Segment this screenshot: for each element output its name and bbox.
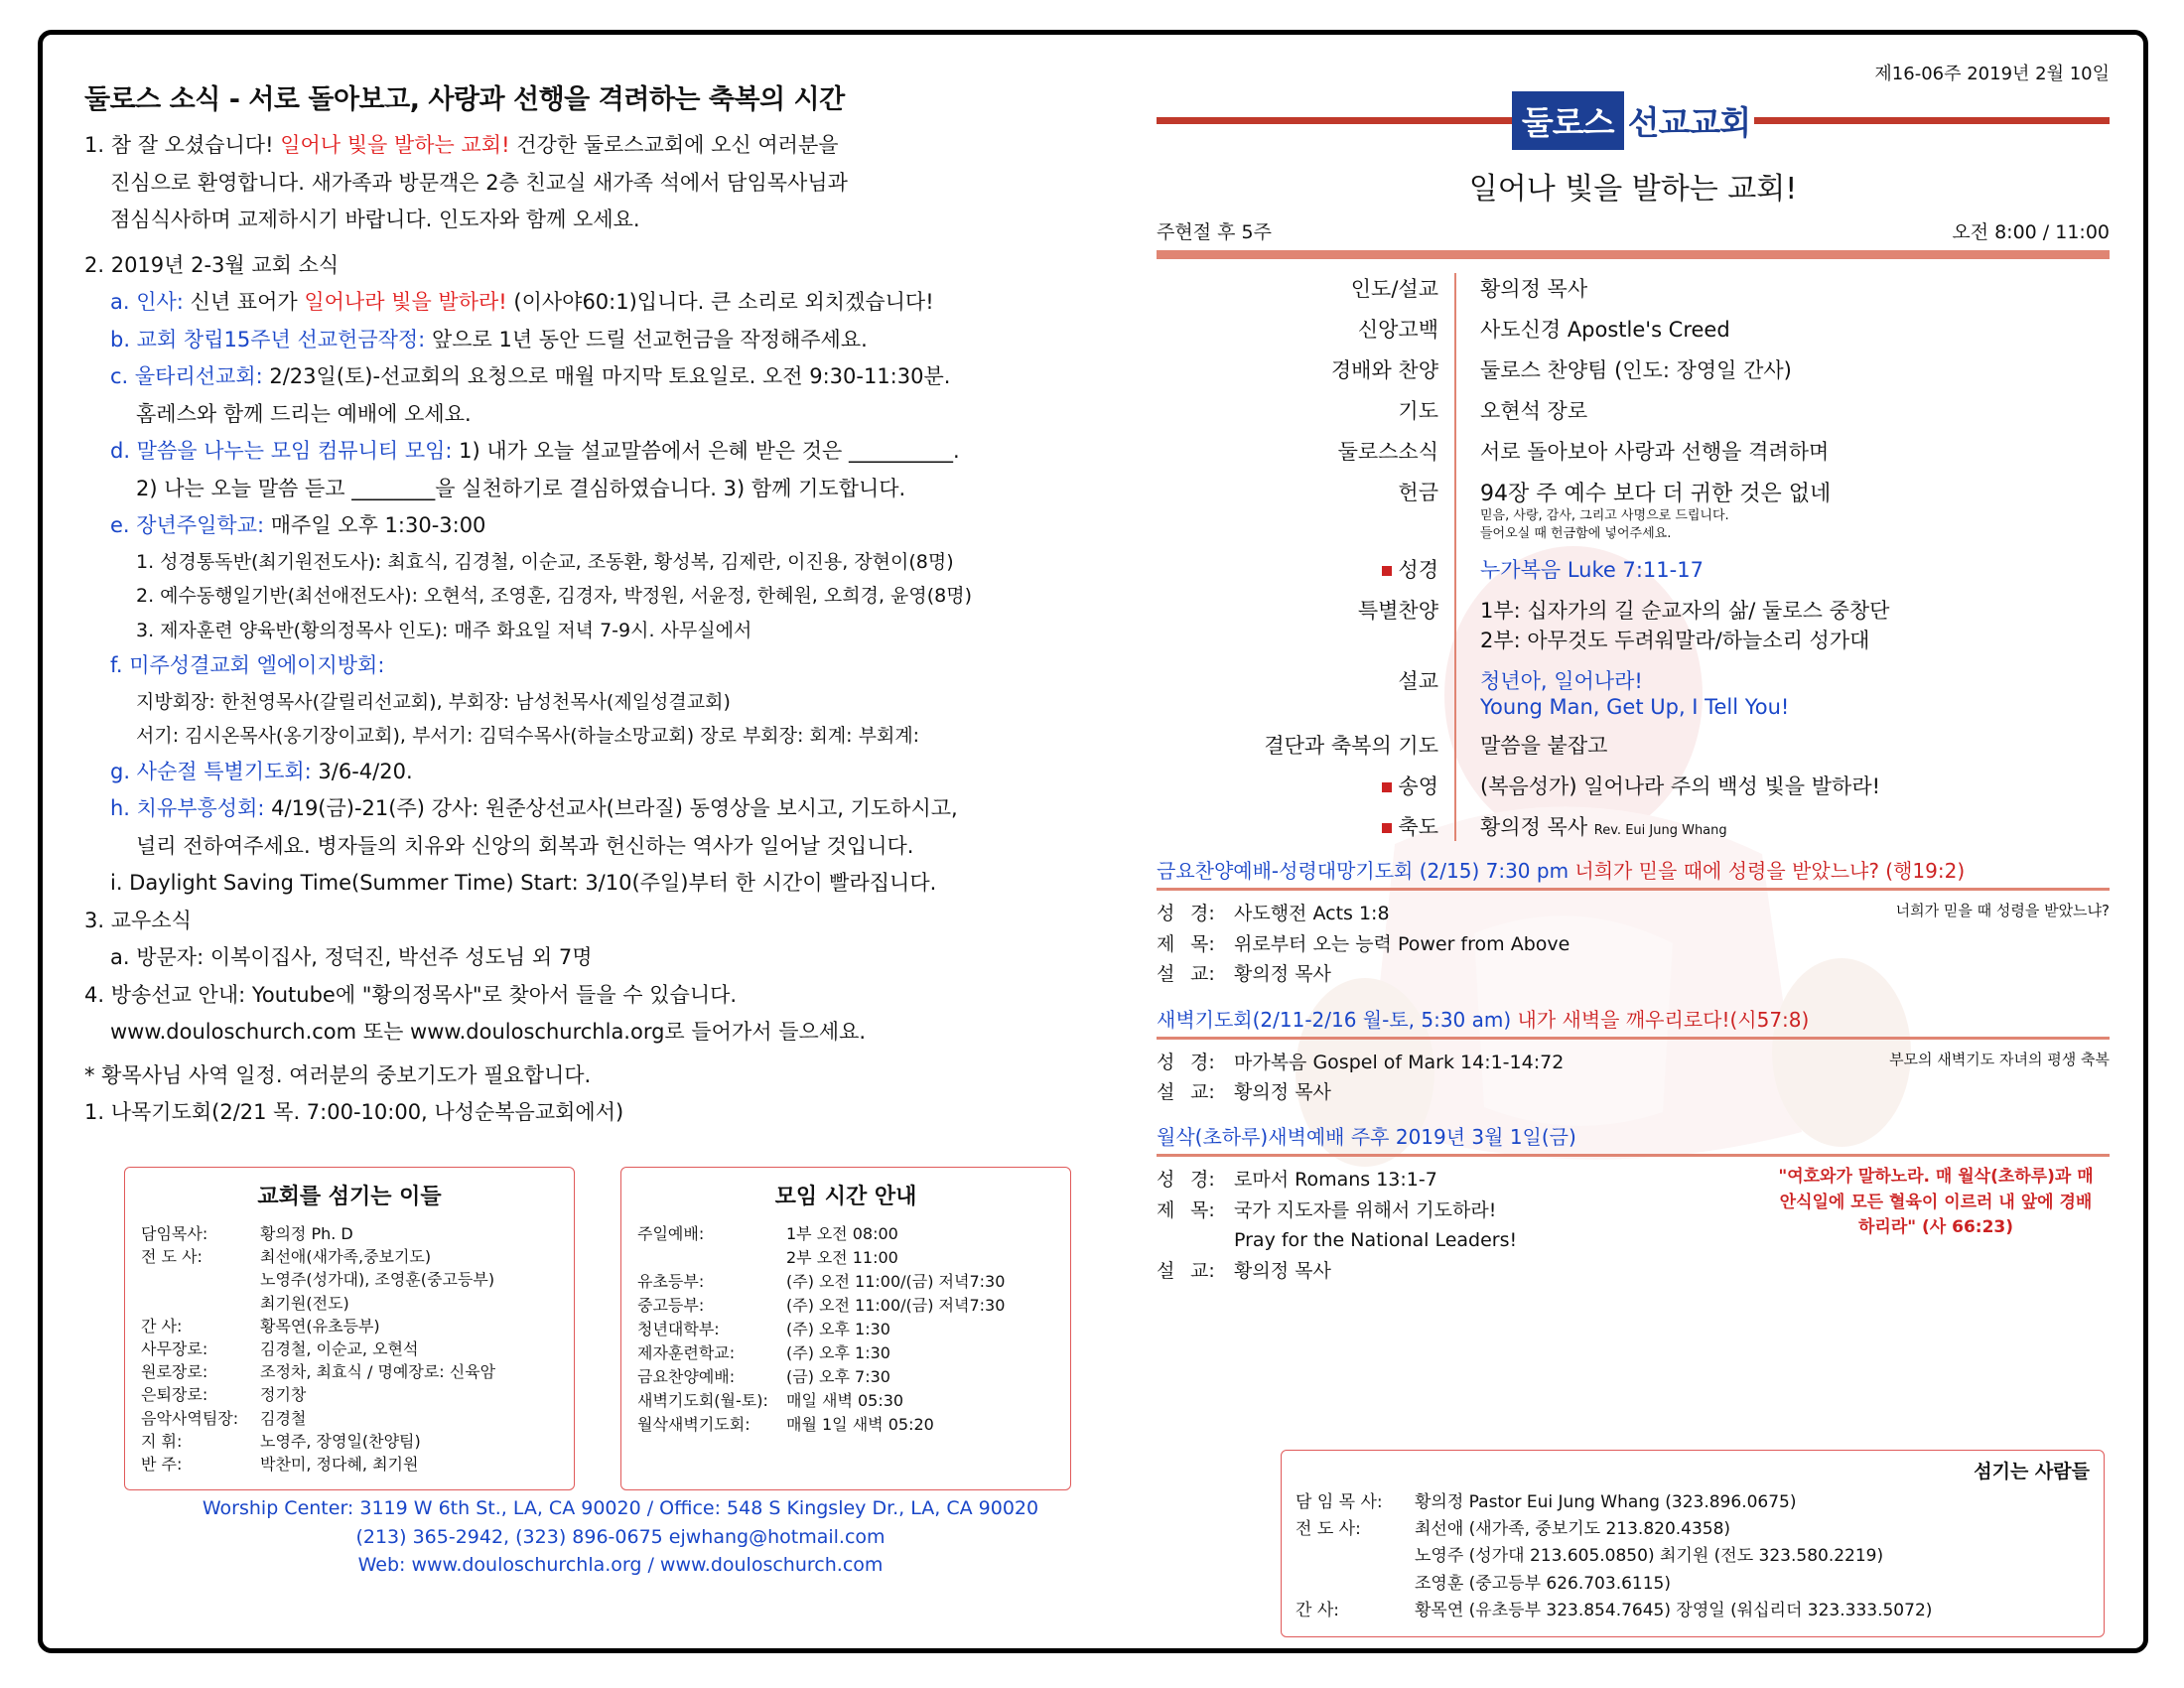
- schedule-row: [637, 1389, 1054, 1413]
- schedule-key: 제자훈련학교:: [637, 1343, 736, 1362]
- people-value: 노영주 (성가대 213.605.0850) 최기원 (전도 323.580.2219): [1415, 1546, 1884, 1567]
- church-logo: [1512, 91, 1754, 150]
- schedule-key: 주일예배:: [637, 1224, 705, 1243]
- item-e-text: 매주일 오후 1:30-3:00: [270, 513, 486, 537]
- order-value-1: 1부: 십자가의 길 순교자의 삶/ 둘로스 중창단: [1480, 599, 1890, 624]
- order-row: [1157, 314, 2110, 344]
- row-key: [1157, 1225, 1190, 1255]
- item-e-3: 3. 제자훈련 양육반(황의정목사 인도): 매주 화요일 저녁 7-9시. 사무실에서: [136, 619, 752, 641]
- row-note: 너희가 믿을 때 성령을 받았느냐?: [1895, 902, 2110, 920]
- item-e-2: 2. 예수동행일기반(최선애전도사): 오현석, 조영훈, 김경자, 박정원, 서윤정, 한혜원, 오희경, 윤영(8명): [136, 585, 973, 607]
- staff-value: 황의정 Ph. D: [260, 1224, 353, 1243]
- row-key: 성: [1157, 903, 1175, 925]
- sermon-title-en: Young Man, Get Up, I Tell You!: [1480, 695, 1790, 720]
- schedule-key: [637, 1246, 786, 1270]
- red-square-marker: [1382, 782, 1392, 792]
- offering-note-1: 믿음, 사랑, 감사, 그리고 사명으로 드립니다.: [1480, 508, 1729, 523]
- item-b: [110, 325, 1157, 356]
- people-key: [1296, 1571, 1415, 1598]
- staff-value: 최기원(전도): [260, 1293, 349, 1313]
- schedule-value: 매일 새벽 05:30: [786, 1391, 904, 1410]
- staff-key: 사무장로:: [141, 1338, 208, 1358]
- item1-t1: 참 잘 오셨습니다!: [110, 133, 274, 157]
- staff-row: [141, 1268, 558, 1291]
- staff-value: 김경철: [260, 1408, 307, 1428]
- people-key: [1296, 1543, 1415, 1570]
- dawn-heading-verse: 내가 새벽을 깨우리로다!(시57:8): [1517, 1007, 1810, 1032]
- staff-key: [141, 1268, 260, 1291]
- row-key: 설: [1157, 1259, 1175, 1282]
- staff-row: [141, 1337, 558, 1360]
- sermon-title-ko: 청년아, 일어나라!: [1480, 669, 1643, 694]
- monthly-body: [1157, 1165, 2110, 1286]
- staff-row: [141, 1315, 558, 1337]
- offering-note-2: 들어오실 때 헌금함에 넣어주세요.: [1480, 526, 1672, 542]
- order-label: 축도: [1398, 815, 1438, 840]
- order-label: 둘로스소식: [1337, 440, 1438, 464]
- staff-value: 김경철, 이순교, 오현석: [260, 1338, 419, 1358]
- row-key2: 경:: [1190, 1051, 1215, 1073]
- row-note: 부모의 새벽기도 자녀의 평생 축복: [1889, 1050, 2110, 1068]
- masthead-bar-left: [1157, 117, 1512, 124]
- schedule-value: 매월 1일 새벽 05:20: [786, 1415, 934, 1434]
- row-key2: 교:: [1190, 963, 1215, 986]
- order-row: [1157, 354, 2110, 384]
- people-row: [1296, 1489, 2090, 1516]
- item-h-label: h. 치유부흥성회:: [110, 796, 265, 820]
- footer-line-2: (213) 365-2942, (323) 896-0675 ejwhang@hotmail.com: [355, 1525, 886, 1548]
- service-dawn: [1157, 1004, 2110, 1108]
- row-value: 마가복음 Gospel of Mark 14:1-14:72: [1234, 1051, 1565, 1073]
- item-d-text: 1) 내가 오늘 설교말씀에서 은혜 받은 것은 __________.: [459, 439, 960, 463]
- friday-row: [1157, 959, 2110, 989]
- staff-row: [141, 1245, 558, 1268]
- row-value: 황의정 목사: [1234, 963, 1331, 986]
- people-key: 간 사:: [1296, 1600, 1339, 1620]
- order-value: (복음성가) 일어나라 주의 백성 빛을 발하라!: [1480, 774, 1881, 799]
- order-row-offering: [1157, 477, 2110, 543]
- item-d-line2: 2) 나는 오늘 말씀 듣고 ________을 실천하기로 결심하였습니다. 3) 함께 기도합니다.: [136, 476, 906, 500]
- item-g-text: 3/6-4/20.: [318, 759, 413, 783]
- section-4-urls: www.douloschurch.com 또는 www.douloschurchla.org로 들어가서 들으세요.: [110, 1020, 867, 1044]
- schedule-key: 유초등부:: [637, 1272, 705, 1291]
- row-key2: [1190, 1225, 1234, 1255]
- order-value: 오현석 장로: [1480, 399, 1588, 423]
- order-label: 특별찬양: [1357, 599, 1438, 624]
- item-a-text1: 신년 표어가: [190, 290, 298, 314]
- staff-key: 은퇴장로:: [141, 1385, 208, 1405]
- schedule-value: 2부 오전 11:00: [786, 1248, 898, 1267]
- row-value: 사도행전 Acts 1:8: [1234, 903, 1390, 925]
- monthly-row: [1157, 1256, 2110, 1286]
- item-h-text: 4/19(금)-21(주) 강사: 원준상선교사(브라질) 동영상을 보시고, 기도하시고,: [271, 796, 958, 820]
- item-a-slogan: 일어나라 빛을 발하라!: [304, 290, 507, 314]
- schedule-value: (주) 오후 1:30: [786, 1343, 890, 1362]
- order-row-scripture: [1157, 554, 2110, 584]
- item-b-text: 앞으로 1년 동안 드릴 선교헌금을 작정해주세요.: [431, 327, 868, 352]
- logo-doulos: 둘로스: [1512, 91, 1624, 150]
- staff-row: [141, 1383, 558, 1406]
- logo-mission-church: 선교교회: [1627, 103, 1751, 142]
- news-item-1: [84, 130, 1157, 162]
- schedule-row: [637, 1222, 1054, 1246]
- left-column: [84, 77, 1157, 1135]
- schedule-row: [637, 1341, 1054, 1365]
- order-row-sermon: [1157, 665, 2110, 719]
- staff-value: 박찬미, 정다혜, 최기원: [260, 1454, 419, 1474]
- contact-footer: [84, 1494, 1157, 1580]
- dawn-rule: [1157, 1037, 2110, 1040]
- people-key: 담 임 목 사:: [1296, 1492, 1383, 1512]
- item-f: [110, 650, 1157, 682]
- staff-row: [141, 1453, 558, 1476]
- people-row: [1296, 1598, 2090, 1624]
- dawn-row: [1157, 1048, 2110, 1077]
- friday-heading: 금요찬양예배-성령대망기도회 (2/15) 7:30 pm: [1157, 859, 1575, 884]
- section-2-heading: 2. 2019년 2-3월 교회 소식: [84, 252, 340, 277]
- row-value: 로마서 Romans 13:1-7: [1234, 1169, 1437, 1192]
- staff-row: [141, 1430, 558, 1453]
- item-g: [110, 757, 1157, 788]
- schedule-value: (주) 오후 1:30: [786, 1320, 890, 1338]
- item-c-line2: 홈레스와 함께 드리는 예배에 오세요.: [136, 401, 472, 426]
- staff-key: 간 사:: [141, 1316, 183, 1336]
- schedule-box: [620, 1167, 1071, 1490]
- masthead: [1157, 91, 2110, 150]
- service-meta: [1157, 217, 2110, 244]
- friday-heading-verse: 너희가 믿을 때에 성령을 받았느냐? (행19:2): [1574, 859, 1966, 884]
- order-value: 황의정 목사: [1480, 277, 1588, 301]
- staff-box-title: 교회를 섬기는 이들: [257, 1185, 442, 1209]
- item-f-2: 서기: 김시온목사(옹기장이교회), 부서기: 김덕수목사(하늘소망교회) 장로 부회장: 회계: 부회계:: [136, 725, 920, 747]
- row-value: 위로부터 오는 능력 Power from Above: [1234, 932, 1570, 955]
- order-row-doxology: [1157, 771, 2110, 800]
- item-c-text: 2/23일(토)-선교회의 요청으로 매월 마지막 토요일로. 오전 9:30-11:30분.: [269, 364, 951, 388]
- order-label: 성경: [1398, 558, 1438, 583]
- schedule-value: 1부 오전 08:00: [786, 1224, 898, 1243]
- schedule-value: (주) 오전 11:00/(금) 저녁7:30: [786, 1272, 1006, 1291]
- row-key: 설: [1157, 1080, 1175, 1103]
- staff-key: 원로장로:: [141, 1362, 208, 1382]
- row-key2: 교:: [1190, 1080, 1215, 1103]
- row-key: 제: [1157, 932, 1175, 955]
- row-value: 황의정 목사: [1234, 1259, 1331, 1282]
- item-f-label: f. 미주성결교회 엘에이지방회:: [110, 653, 385, 677]
- item1-t3: 건강한 둘로스교회에 오신 여러분을: [516, 133, 839, 157]
- item-d: [110, 436, 1157, 468]
- item-a-label: a. 인사:: [110, 290, 184, 314]
- schedule-row: [637, 1270, 1054, 1294]
- news-item-1-line2: 진심으로 환영합니다. 새가족과 방문객은 2층 친교실 새가족 석에서 담임목사님과: [110, 170, 848, 195]
- order-value: 황의정 목사: [1480, 815, 1588, 840]
- staff-key: [141, 1292, 260, 1315]
- footer-line-3: Web: www.douloschurchla.org / www.douloschurch.com: [357, 1554, 884, 1576]
- friday-row: [1157, 899, 2110, 928]
- item1-num: 1.: [84, 133, 105, 157]
- item-d-label: d. 말씀을 나누는 모임 컴뮤니티 모임:: [110, 439, 453, 463]
- row-key: 성: [1157, 1169, 1175, 1192]
- pastor-schedule-1: 1. 나목기도회(2/21 목. 7:00-10:00, 나성순복음교회에서): [84, 1100, 624, 1124]
- staff-key: 전 도 사:: [141, 1247, 203, 1267]
- church-slogan: 일어나 빛을 발하는 교회!: [1468, 172, 1798, 207]
- people-value: 황목연 (유초등부 323.854.7645) 장영일 (워십리더 323.333.5072): [1415, 1600, 1933, 1620]
- item-e-1: 1. 성경통독반(최기원전도사): 최효식, 김경철, 이순교, 조동환, 황성복, 김제란, 이진용, 장현이(8명): [136, 550, 954, 573]
- staff-key: 음악사역팀장:: [141, 1408, 239, 1428]
- pastor-schedule-note: * 황목사님 사역 일정. 여러분의 중보기도가 필요합니다.: [84, 1062, 592, 1087]
- staff-key: 반 주:: [141, 1454, 183, 1474]
- row-value: 황의정 목사: [1234, 1080, 1331, 1103]
- order-of-worship: [1157, 273, 2110, 841]
- dawn-row: [1157, 1077, 2110, 1107]
- row-key: 설: [1157, 963, 1175, 986]
- item-f-1: 지방회장: 한천영목사(갈릴리선교회), 부회장: 남성천목사(제일성결교회): [136, 690, 731, 713]
- schedule-key: 새벽기도회(월-토):: [637, 1391, 768, 1410]
- news-item-1-line3: 점심식사하며 교제하시기 바랍니다. 인도자와 함께 오세요.: [110, 208, 640, 231]
- order-row: [1157, 395, 2110, 425]
- people-row: [1296, 1571, 2090, 1598]
- order-value: 사도신경 Apostle's Creed: [1480, 318, 1730, 342]
- section-4-heading: 4. 방송선교 안내: Youtube에 "황의정목사"로 찾아서 들을 수 있습니다.: [84, 982, 738, 1007]
- schedule-row: [637, 1294, 1054, 1318]
- row-key2: 경:: [1190, 903, 1215, 925]
- section-3-heading: 3. 교우소식: [84, 908, 192, 932]
- schedule-key: 월삭새벽기도회:: [637, 1415, 751, 1434]
- right-column: [1157, 60, 2110, 1286]
- people-row: [1296, 1543, 2090, 1570]
- item-g-label: g. 사순절 특별기도회:: [110, 759, 312, 783]
- item-i: i. Daylight Saving Time(Summer Time) Start: 3/10(주일)부터 한 시간이 빨라집니다.: [110, 871, 937, 895]
- row-key2: 목:: [1190, 932, 1215, 955]
- monthly-rule: [1157, 1154, 2110, 1157]
- order-row: [1157, 273, 2110, 303]
- item-c-label: c. 울타리선교회:: [110, 364, 263, 388]
- schedule-key: 금요찬양예배:: [637, 1367, 736, 1386]
- issue-date: 제16-06주 2019년 2월 10일: [1874, 64, 2110, 84]
- monthly-heading: 월삭(초하루)새벽예배 주후 2019년 3월 1일(금): [1157, 1125, 1576, 1150]
- item-h: [110, 793, 1157, 825]
- order-row: [1157, 436, 2110, 466]
- service-times: 오전 8:00 / 11:00: [1952, 221, 2110, 243]
- people-box: [1281, 1450, 2105, 1637]
- order-label: 인도/설교: [1350, 277, 1438, 301]
- item-b-label: b. 교회 창립15주년 선교헌금작정:: [110, 327, 426, 352]
- schedule-row: [637, 1246, 1054, 1270]
- item-a-text3: (이사야60:1)입니다. 큰 소리로 외치겠습니다!: [513, 290, 934, 314]
- people-row: [1296, 1516, 2090, 1543]
- divider-bar: [1157, 250, 2110, 259]
- masthead-bar-right: [1754, 117, 2110, 124]
- red-square-marker: [1382, 566, 1392, 576]
- staff-value: 조정차, 최효식 / 명예장로: 신육암: [260, 1362, 496, 1382]
- order-label: 송영: [1398, 774, 1438, 799]
- order-label: 헌금: [1398, 481, 1438, 504]
- left-title: 둘로스 소식 - 서로 돌아보고, 사랑과 선행을 격려하는 축복의 시간: [84, 84, 845, 115]
- row-key2: 교:: [1190, 1259, 1215, 1282]
- staff-row: [141, 1407, 558, 1430]
- service-monthly: [1157, 1121, 2110, 1286]
- order-label: 경배와 찬양: [1330, 358, 1438, 382]
- friday-row: [1157, 929, 2110, 959]
- item-e-label: e. 장년주일학교:: [110, 513, 265, 537]
- order-value: 누가복음 Luke 7:11-17: [1480, 558, 1704, 583]
- scripture-quote: "여호와가 말하노라. 매 월삭(초하루)과 매 안식일에 모든 혈육이 이르러 내 앞에 경배하리라" (사 66:23): [1778, 1167, 2094, 1238]
- order-value: 94장 주 예수 보다 더 귀한 것은 없네: [1480, 482, 1832, 506]
- order-row-benediction: [1157, 811, 2110, 841]
- staff-value: 노영주(성가대), 조영훈(중고등부): [260, 1270, 495, 1290]
- item1-t2: 일어나 빛을 발하는 교회!: [280, 133, 510, 157]
- footer-line-1: Worship Center: 3119 W 6th St., LA, CA 90020 / Office: 548 S Kingsley Dr., LA, CA 90020: [202, 1497, 1039, 1519]
- order-value: 서로 돌아보아 사랑과 선행을 격려하며: [1480, 440, 1830, 464]
- order-value: 말씀을 붙잡고: [1480, 734, 1608, 759]
- row-key: 성: [1157, 1051, 1175, 1073]
- order-label: 신앙고백: [1357, 318, 1438, 342]
- left-info-boxes: [124, 1167, 1127, 1490]
- schedule-row: [637, 1318, 1054, 1341]
- row-key2: 경:: [1190, 1169, 1215, 1192]
- staff-rows: [141, 1222, 558, 1476]
- item-e: [110, 510, 1157, 542]
- friday-rule: [1157, 888, 2110, 891]
- order-vertical-rule: [1454, 273, 1456, 841]
- red-square-marker: [1382, 823, 1392, 833]
- staff-value: 정기창: [260, 1385, 307, 1405]
- order-value-2: 2부: 아무것도 두려워말라/하늘소리 성가대: [1480, 629, 1870, 653]
- order-row: [1157, 730, 2110, 760]
- order-row-special-music: [1157, 595, 2110, 654]
- schedule-box-title: 모임 시간 안내: [774, 1185, 917, 1209]
- schedule-value: (금) 오후 7:30: [786, 1367, 890, 1386]
- staff-value: 노영주, 장영일(찬양팀): [260, 1431, 421, 1451]
- staff-row: [141, 1360, 558, 1383]
- order-label: 기도: [1398, 399, 1438, 423]
- schedule-rows: [637, 1222, 1054, 1437]
- order-label: 결단과 축복의 기도: [1264, 734, 1438, 759]
- staff-row: [141, 1292, 558, 1315]
- benediction-name-en: Rev. Eui Jung Whang: [1593, 823, 1727, 839]
- schedule-key: 중고등부:: [637, 1296, 705, 1315]
- people-value: 최선애 (새가족, 중보기도 213.820.4358): [1415, 1519, 1731, 1540]
- staff-key: 지 휘:: [141, 1431, 183, 1451]
- order-value: 둘로스 찬양팀 (인도: 장영일 간사): [1480, 358, 1792, 382]
- item-c: [110, 361, 1157, 393]
- service-friday: [1157, 855, 2110, 989]
- people-value: 조영훈 (중고등부 626.703.6115): [1415, 1573, 1671, 1594]
- row-key: 제: [1157, 1198, 1175, 1221]
- schedule-value: (주) 오전 11:00/(금) 저녁7:30: [786, 1296, 1006, 1315]
- staff-row: [141, 1222, 558, 1245]
- schedule-row: [637, 1365, 1054, 1389]
- schedule-row: [637, 1413, 1054, 1437]
- item-h-line2: 널리 전하여주세요. 병자들의 치유와 신앙의 회복과 헌신하는 역사가 일어날 것입니다.: [136, 833, 914, 858]
- item-a: [110, 287, 1157, 319]
- staff-box: [124, 1167, 575, 1490]
- staff-value: 최선애(새가족,중보기도): [260, 1247, 432, 1267]
- row-key2: 목:: [1190, 1198, 1215, 1221]
- section-3a: a. 방문자: 이복이집사, 정덕진, 박선주 성도님 외 7명: [110, 945, 593, 969]
- people-box-title: 섬기는 사람들: [1974, 1461, 2090, 1482]
- people-key: 전 도 사:: [1296, 1519, 1361, 1540]
- order-label: 설교: [1398, 669, 1438, 694]
- liturgical-season: 주현절 후 5주: [1157, 221, 1272, 243]
- people-value: 황의정 Pastor Eui Jung Whang (323.896.0675): [1415, 1492, 1797, 1512]
- dawn-heading: 새벽기도회(2/11-2/16 월-토, 5:30 am): [1157, 1007, 1518, 1032]
- staff-value: 황목연(유초등부): [260, 1316, 380, 1336]
- schedule-key: 청년대학부:: [637, 1320, 720, 1338]
- row-value: 국가 지도자를 위해서 기도하라!: [1234, 1198, 1497, 1221]
- row-value: Pray for the National Leaders!: [1234, 1229, 1518, 1252]
- staff-key: 담임목사:: [141, 1224, 208, 1243]
